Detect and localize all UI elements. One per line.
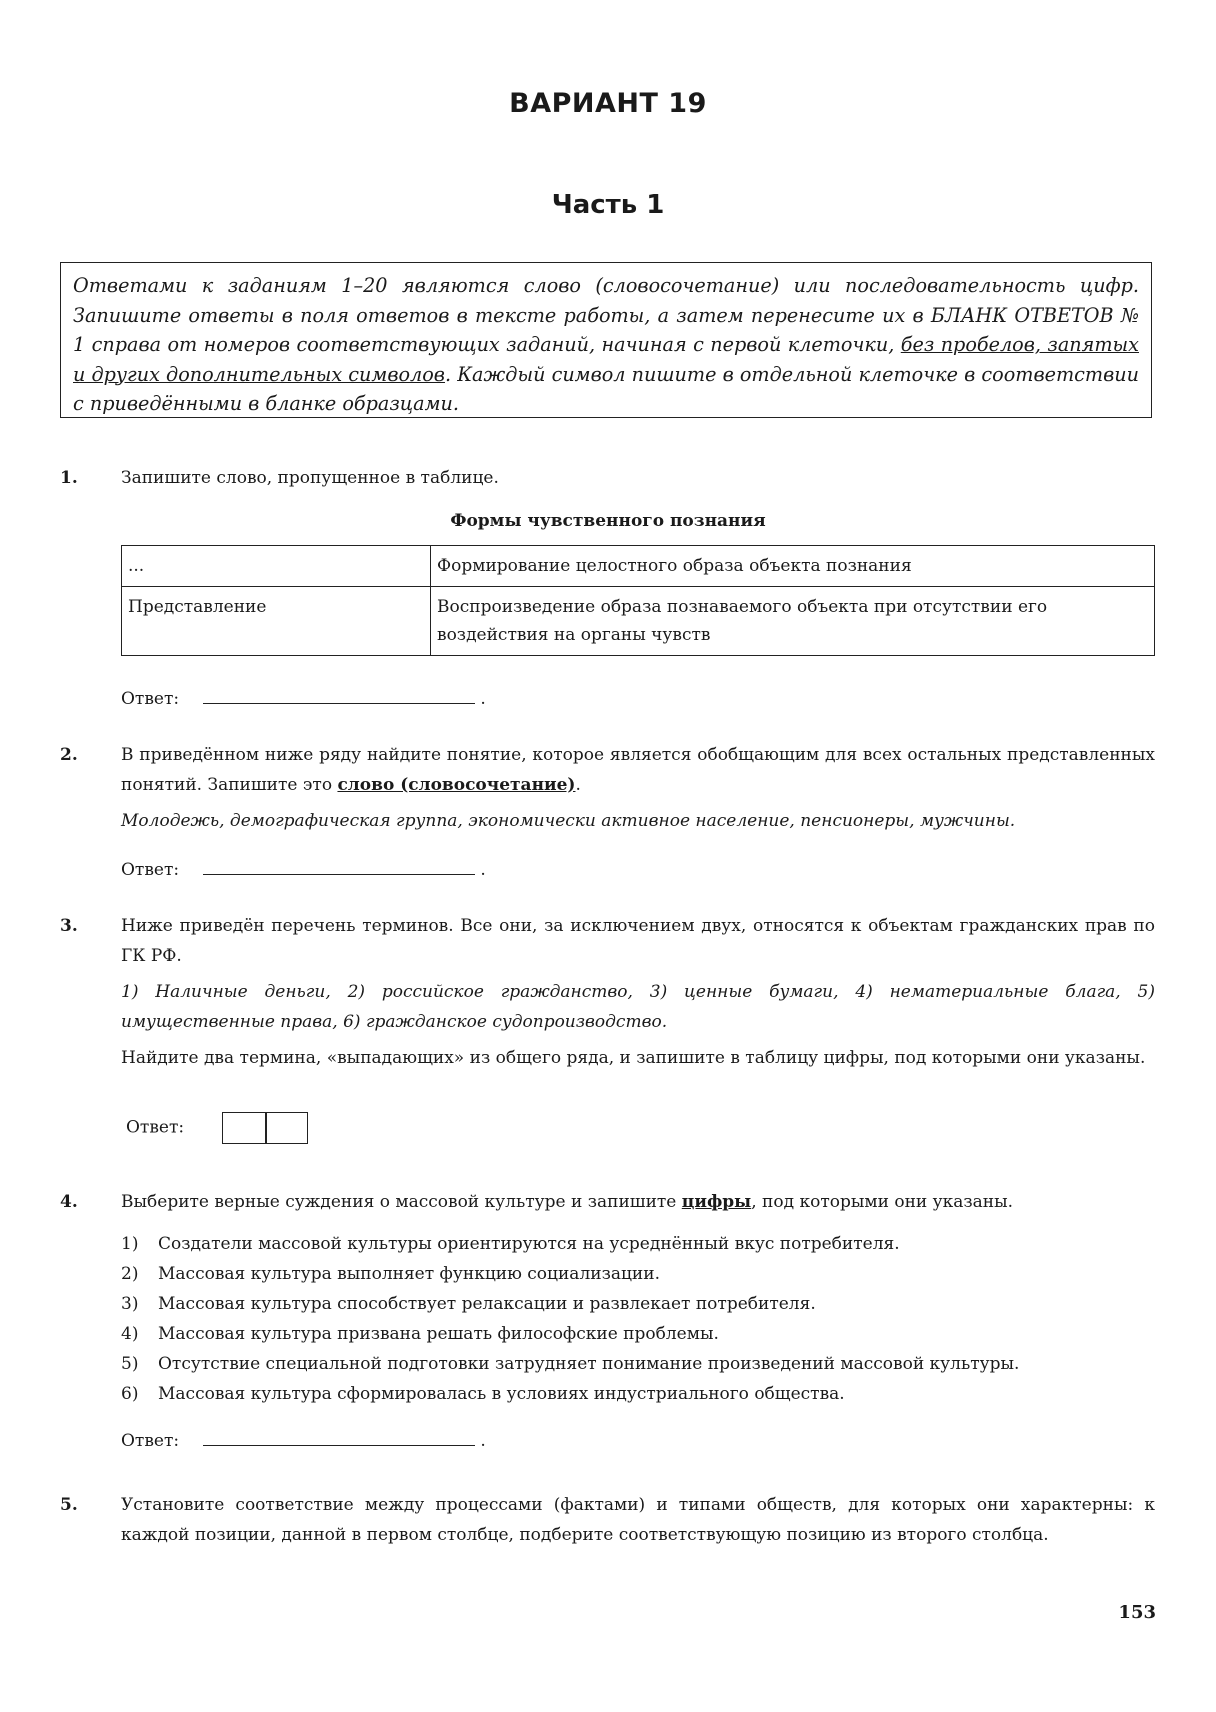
answer-label: Ответ: [121, 1431, 180, 1451]
answer-row-3 [126, 1112, 308, 1144]
answer-row-4: Ответ: . [121, 1427, 486, 1451]
list-item-text: Массовая культура призвана решать философские проблемы. [158, 1324, 719, 1344]
instructions-text-1: Ответами к заданиям 1–20 являются слово (словосочетание) или последовательность цифр. Запишите ответы в поля ответов в тексте работы, а затем перенесите их в БЛАНК ОТВЕТОВ № 1 справа от номеров соответствующих заданий, начиная с первой клеточки, [73, 274, 1139, 356]
question-number-3: 3. [60, 916, 78, 936]
table-cell-desc: Формирование целостного образа объекта познания [431, 546, 1155, 587]
answer-field-1[interactable] [203, 685, 475, 704]
list-item-text: Создатели массовой культуры ориентируются на усреднённый вкус потребителя. [158, 1234, 900, 1254]
list-item [121, 1289, 1155, 1319]
question-4-text [121, 1187, 1155, 1217]
question-3-italic: 1) Наличные деньги, 2) российское гражданство, 3) ценные бумаги, 4) нематериальные блага, 5) имущественные права, 6) гражданское судопроизводство. [121, 982, 1155, 1032]
answer-label: Ответ: [121, 860, 180, 880]
list-item [121, 1319, 1155, 1349]
list-item [121, 1259, 1155, 1289]
instructions-box [60, 262, 1152, 418]
list-item-text: Отсутствие специальной подготовки затрудняет понимание произведений массовой культуры. [158, 1354, 1020, 1374]
question-2-text-b: . [575, 775, 581, 795]
table-row [122, 587, 1155, 656]
question-1-text: Запишите слово, пропущенное в таблице. [121, 468, 499, 488]
table-row [122, 546, 1155, 587]
part-title: Часть 1 [551, 190, 665, 220]
question-2-italic: Молодежь, демографическая группа, экономически активное население, пенсионеры, мужчины. [121, 811, 1016, 831]
list-item-text: Массовая культура выполняет функцию социализации. [158, 1264, 660, 1284]
question-4-text-b: , под которыми они указаны. [751, 1192, 1014, 1212]
table-cell-desc: Воспроизведение образа познаваемого объекта при отсутствии его воздействия на органы чувств [431, 587, 1155, 656]
table-cell-term: Представление [122, 587, 431, 656]
list-item-number: 5) [121, 1354, 139, 1374]
answer-cells-3[interactable] [222, 1112, 308, 1144]
page-number: 153 [1118, 1602, 1156, 1623]
forms-table [121, 545, 1155, 656]
answer-row-1: Ответ: . [121, 685, 486, 709]
answer-label: Ответ: [121, 689, 180, 709]
answer-field-4[interactable] [203, 1427, 475, 1446]
list-item [121, 1229, 1155, 1259]
list-item-number: 1) [121, 1234, 139, 1254]
instructions-underlined: без пробелов, запятых и других дополнительных символов [73, 333, 1139, 386]
answer-label: Ответ: [126, 1117, 185, 1138]
variant-title: ВАРИАНТ 19 [509, 88, 707, 119]
question-number-2: 2. [60, 745, 78, 765]
list-item-number: 2) [121, 1264, 139, 1284]
question-3-text: Ниже приведён перечень терминов. Все они, за исключением двух, относятся к объектам гражданских прав по ГК РФ. [121, 916, 1155, 966]
list-item-number: 3) [121, 1294, 139, 1314]
list-item-number: 6) [121, 1384, 139, 1404]
question-number-5: 5. [60, 1495, 78, 1515]
question-number-4: 4. [60, 1192, 78, 1212]
list-item-text: Массовая культура способствует релаксации и развлекает потребителя. [158, 1294, 816, 1314]
list-item-text: Массовая культура сформировалась в условиях индустриального общества. [158, 1384, 845, 1404]
table-title: Формы чувственного познания [450, 511, 766, 531]
question-4-bold: цифры [681, 1192, 752, 1212]
answer-row-2: Ответ: . [121, 856, 486, 880]
question-4-text-a: Выберите верные суждения о массовой культуре и запишите [121, 1192, 682, 1212]
table-cell-term: ... [122, 546, 431, 587]
list-item [121, 1349, 1155, 1379]
question-number-1: 1. [60, 468, 78, 488]
question-3-task: Найдите два термина, «выпадающих» из общего ряда, и запишите в таблицу цифры, под которыми они указаны. [121, 1048, 1146, 1068]
question-2-bold: слово (словосочетание) [337, 775, 576, 795]
list-item [121, 1379, 1155, 1409]
answer-field-2[interactable] [203, 856, 475, 875]
list-item-number: 4) [121, 1324, 139, 1344]
instructions-text-2: . Каждый символ пишите в отдельной клеточке в соответствии с приведёнными в бланке образцами. [73, 362, 1139, 415]
question-5-text: Установите соответствие между процессами (фактами) и типами обществ, для которых они характерны: к каждой позиции, данной в первом столбце, подберите соответствующую позицию из второго столбца. [121, 1495, 1155, 1545]
question-2-text [121, 740, 1155, 800]
question-2-text-a: В приведённом ниже ряду найдите понятие, которое является обобщающим для всех остальных представленных понятий. Запишите это [121, 745, 1155, 795]
